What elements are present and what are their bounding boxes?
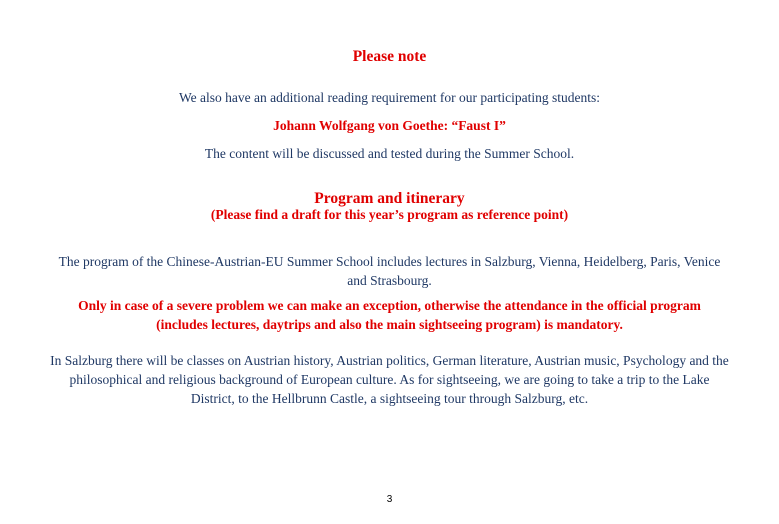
reading-requirement-text: We also have an additional reading requirement for our participating students: <box>178 90 601 105</box>
attendance-warning: Only in case of a severe problem we can make an exception, otherwise the attendance in the official program (includes lectures, daytrips and also the main sightseeing program) is mandatory. <box>78 298 701 332</box>
salzburg-classes-paragraph: In Salzburg there will be classes on Austrian history, Austrian politics, German literature, Austrian music, Psychology and the philosophical and religious background of European culture. As for sightseeing, we are going to take a trip to the Lake District, to the Hellbrunn Castle, a sightseeing tour through Salzburg, etc. <box>50 353 729 406</box>
content-note-text: The content will be discussed and tested during the Summer School. <box>204 146 575 161</box>
program-heading: Program and itinerary <box>314 190 465 207</box>
page-number: 3 <box>386 494 393 505</box>
required-book-title: Johann Wolfgang von Goethe: “Faust I” <box>273 118 506 133</box>
program-subheading: (Please find a draft for this year’s program as reference point) <box>210 207 569 222</box>
please-note-heading: Please note <box>352 48 427 65</box>
program-description: The program of the Chinese-Austrian-EU Summer School includes lectures in Salzburg, Vienna, Heidelberg, Paris, Venice and Strasbourg. <box>58 254 721 288</box>
